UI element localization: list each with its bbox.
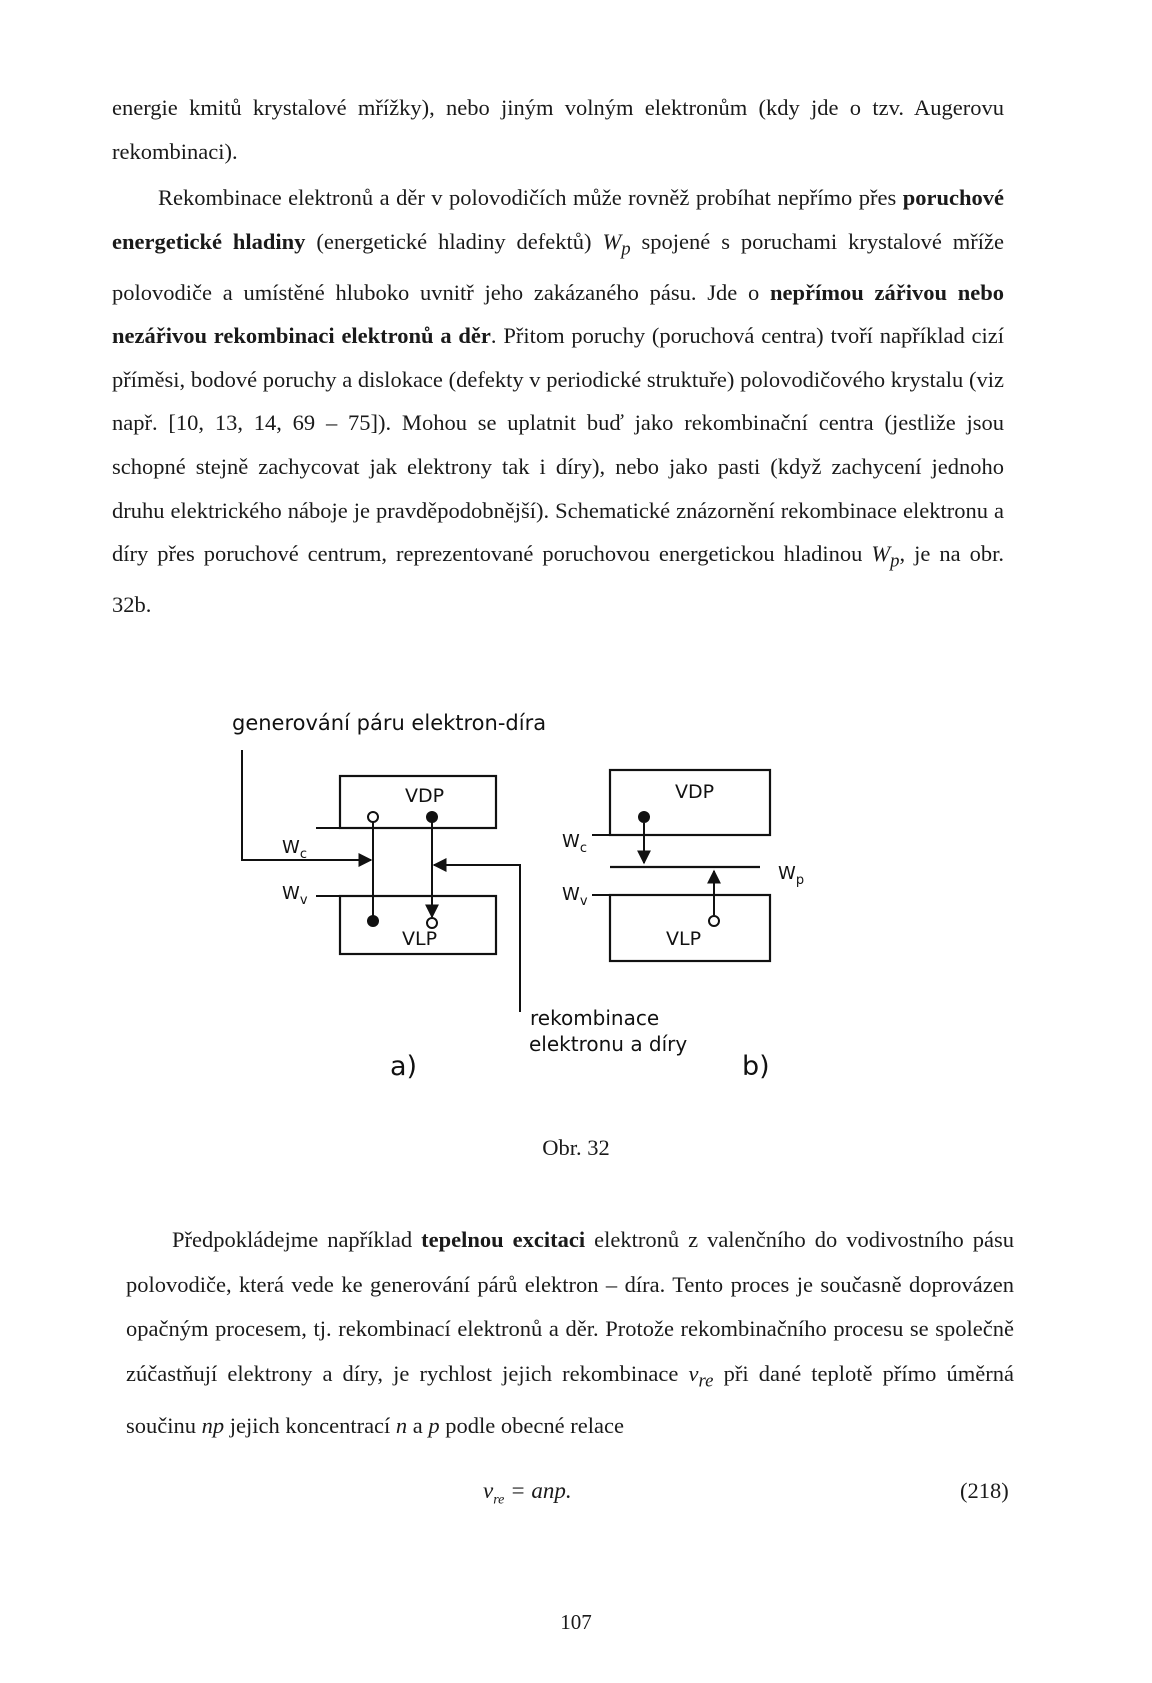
equation-number: (218) bbox=[960, 1478, 1009, 1503]
text-run: elektronů z valenčního do vodivostního pásu polovodiče, která vede ke generování párů elektron – díra. Tento proces je současně doprovázen opačným procesem, tj. rekombinací elektronů a děr. Protože rekombinačního procesu se společně zúčastňují elektrony a díry, je rychlost jejich rekombinace bbox=[126, 1227, 1015, 1386]
math-symbol: p bbox=[428, 1412, 440, 1438]
text-run: jejich koncentrací bbox=[224, 1412, 396, 1438]
bold-term: nepřímou zářivou nebo nezářivou rekombinaci elektronů a děr bbox=[112, 279, 1004, 349]
equation-lhs: v bbox=[483, 1478, 494, 1503]
wc-symbol: W bbox=[282, 837, 300, 858]
wv-symbol: W bbox=[562, 884, 580, 905]
equation-218 bbox=[483, 1478, 572, 1509]
math-symbol: W bbox=[871, 541, 891, 567]
bold-term: poruchové energetické hladiny bbox=[112, 185, 1004, 254]
equation-rhs: = anp. bbox=[504, 1478, 572, 1503]
wc-subscript: c bbox=[299, 847, 307, 862]
text-run: energie kmitů krystalové mřížky), nebo jiným volným elektronům (kdy jde o tzv. Augerovu rekombinaci). bbox=[112, 95, 1004, 164]
figure-caption: Obr. 32 bbox=[542, 1135, 610, 1160]
math-symbol: n bbox=[395, 1412, 408, 1438]
math-subscript: p bbox=[621, 238, 631, 260]
wc-label-b bbox=[562, 831, 587, 856]
wc-label-a bbox=[282, 837, 307, 862]
math-subscript: p bbox=[890, 550, 900, 572]
label-a: a) bbox=[390, 1051, 418, 1082]
math-symbol: v bbox=[688, 1360, 699, 1386]
vdp-label-a: VDP bbox=[405, 785, 445, 807]
text-run: , je na obr. 32b. bbox=[112, 541, 1004, 618]
text-run: podle obecné relace bbox=[439, 1412, 624, 1438]
recombination-label-line-2: elektronu a díry bbox=[529, 1032, 688, 1056]
text-run: . Přitom poruchy (poruchová centra) tvoří například cizí příměsi, bodové poruchy a dislokace (defekty v periodické struktuře) polovodičového krystalu (viz např. [10, 13, 14, 69 – 75]). Mohou se uplatnit buď jako rekombinační centra (jestliže jsou schopné stejně zachycovat jak elektrony tak i díry), nebo jako pasti (když zachycení jednoho druhu elektrického náboje je pravděpodobnější). Schematické znázornění rekombinace elektronu a díry přes poruchové centrum, reprezentované poruchovou energetickou hladinou bbox=[112, 323, 1004, 567]
electron-dot-b bbox=[638, 811, 650, 823]
text-run: Předpokládejme například bbox=[172, 1227, 422, 1252]
generation-label: generování páru elektron-díra bbox=[232, 711, 547, 735]
wv-subscript: v bbox=[299, 893, 308, 908]
bold-term: tepelnou excitaci bbox=[421, 1227, 586, 1252]
wv-symbol: W bbox=[282, 883, 300, 904]
hole-dot-b bbox=[709, 916, 719, 926]
page-number: 107 bbox=[560, 1610, 592, 1634]
wp-label-b bbox=[778, 863, 804, 888]
text-run: (energetické hladiny defektů) bbox=[305, 228, 603, 254]
text-run: Rekombinace elektronů a děr v polovodičích může rovněž probíhat nepřímo přes bbox=[158, 185, 903, 210]
hole-dot-a-bottom bbox=[427, 918, 437, 928]
vlp-label-b: VLP bbox=[666, 928, 702, 950]
text-run: spojené s poruchami krystalové mříže polovodiče a umístěné hluboko uvnitř jeho zakázaného pásu. Jde o bbox=[112, 228, 1004, 305]
electron-dot-a-top bbox=[426, 811, 438, 823]
hole-dot-a-top bbox=[368, 812, 378, 822]
vlp-label-a: VLP bbox=[402, 928, 438, 950]
diagram-a bbox=[242, 750, 520, 1082]
equation-lhs-subscript: re bbox=[493, 1492, 505, 1508]
wv-label-a bbox=[282, 883, 308, 908]
electron-dot-a-bottom bbox=[367, 915, 379, 927]
recombination-pointer-line bbox=[434, 865, 520, 1012]
wv-subscript: v bbox=[579, 894, 588, 909]
math-subscript: re bbox=[698, 1370, 714, 1391]
math-symbol: W bbox=[602, 228, 622, 254]
band-diagram bbox=[220, 705, 920, 1100]
text-run: a bbox=[407, 1412, 429, 1438]
label-b: b) bbox=[742, 1051, 770, 1082]
wp-subscript: p bbox=[795, 873, 805, 888]
wc-symbol: W bbox=[562, 831, 580, 852]
vdp-label-b: VDP bbox=[675, 781, 715, 803]
paragraph-3 bbox=[126, 1218, 1014, 1448]
wc-subscript: c bbox=[579, 841, 587, 856]
paragraph-2 bbox=[112, 176, 1004, 627]
generation-pointer-line bbox=[242, 750, 371, 860]
text-run: při dané teplotě přímo úměrná součinu bbox=[126, 1360, 1015, 1438]
paragraph-1 bbox=[112, 86, 1004, 173]
math-symbol: np bbox=[201, 1412, 225, 1438]
wv-label-b bbox=[562, 884, 588, 909]
recombination-label-line-1: rekombinace bbox=[530, 1006, 660, 1030]
wp-symbol: W bbox=[778, 863, 796, 884]
